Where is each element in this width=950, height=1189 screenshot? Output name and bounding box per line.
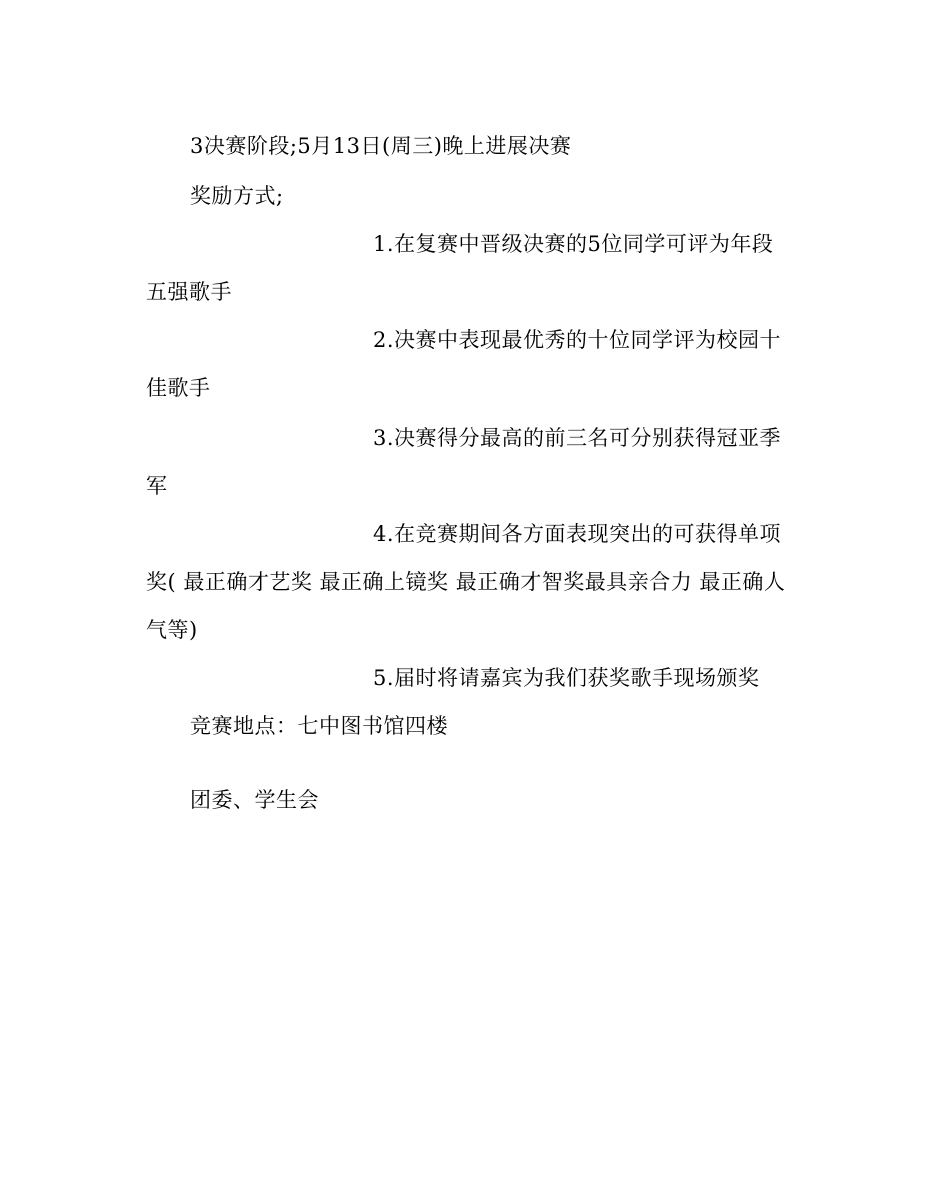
- reward-item-1: 1.在复赛中晋级决赛的5位同学可评为年段: [373, 232, 774, 256]
- venue-text: 竞赛地点：七中图书馆四楼: [190, 714, 448, 738]
- reward-item-4-continued-2: 气等): [146, 618, 198, 642]
- final-stage-text: 3决赛阶段;5月13日(周三)晚上进展决赛: [190, 134, 572, 158]
- reward-item-4: 4.在竞赛期间各方面表现突出的可获得单项: [373, 522, 782, 546]
- reward-item-5: 5.届时将请嘉宾为我们获奖歌手现场颁奖: [373, 666, 760, 690]
- reward-item-2-continued: 佳歌手: [146, 376, 211, 400]
- reward-item-2: 2.决赛中表现最优秀的十位同学评为校园十: [373, 328, 782, 352]
- reward-item-4-continued: 奖( 最正确才艺奖 最正确上镜奖 最正确才智奖最具亲合力 最正确人: [146, 570, 786, 594]
- organizer-text: 团委、学生会: [190, 788, 319, 812]
- reward-heading: 奖励方式;: [190, 184, 284, 208]
- reward-item-1-continued: 五强歌手: [146, 280, 232, 304]
- reward-item-3: 3.决赛得分最高的前三名可分别获得冠亚季: [373, 426, 782, 450]
- reward-item-3-continued: 军: [146, 474, 168, 498]
